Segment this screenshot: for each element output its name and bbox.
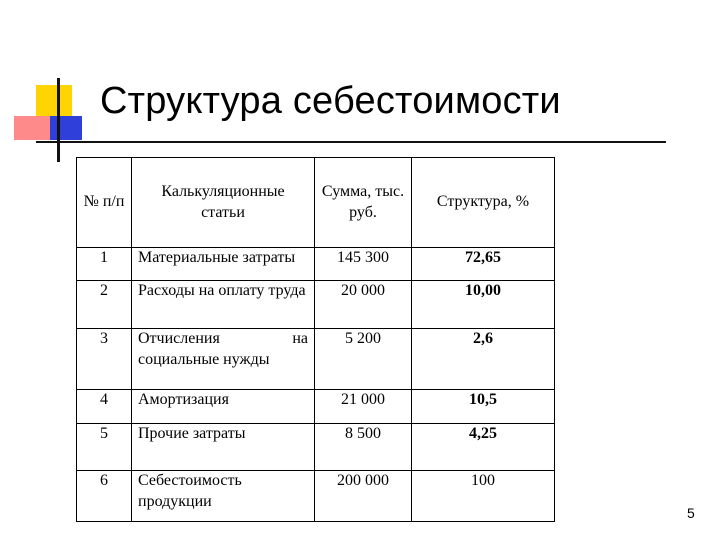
row-sum: 20 000 [315,281,412,329]
header-sum: Сумма, тыс. руб. [315,158,412,248]
table-header-row [77,158,555,248]
decor-vertical-line [57,78,60,162]
row-structure: 10,00 [412,281,555,329]
page-number: 5 [687,505,695,521]
header-structure: Структура, % [412,158,555,248]
row-cost-item: Прочие затраты [132,424,315,471]
decor-pink-square [14,116,52,140]
row-sum: 8 500 [315,424,412,471]
row-structure: 100 [412,471,555,522]
row-cost-item: Амортизация [132,390,315,424]
row-sum: 5 200 [315,329,412,390]
table-row [77,248,555,281]
row-cost-item: Расходы на оплату труда [132,281,315,329]
row-cost-item: Себестоимость продукции [132,471,315,522]
cost-structure-table [76,157,555,522]
row-number: 6 [77,471,132,522]
row-structure: 10,5 [412,390,555,424]
row-cost-item: Материальные затраты [132,248,315,281]
slide-title: Структура себестоимости [100,80,561,122]
row-number: 3 [77,329,132,390]
table-row [77,471,555,522]
row-number: 1 [77,248,132,281]
table-row [77,281,555,329]
table-row [77,390,555,424]
row-sum: 200 000 [315,471,412,522]
row-number: 5 [77,424,132,471]
row-structure: 2,6 [412,329,555,390]
row-structure: 72,65 [412,248,555,281]
row-sum: 21 000 [315,390,412,424]
table-row [77,424,555,471]
row-cost-item: Отчисления на социальные нужды [132,329,315,390]
row-number: 4 [77,390,132,424]
header-cost-item: Калькуляционные статьи [132,158,315,248]
header-number: № п/п [77,158,132,248]
row-sum: 145 300 [315,248,412,281]
decor-blue-square [50,116,82,140]
row-number: 2 [77,281,132,329]
table-row [77,329,555,390]
decor-horizontal-line [36,141,666,143]
row-structure: 4,25 [412,424,555,471]
